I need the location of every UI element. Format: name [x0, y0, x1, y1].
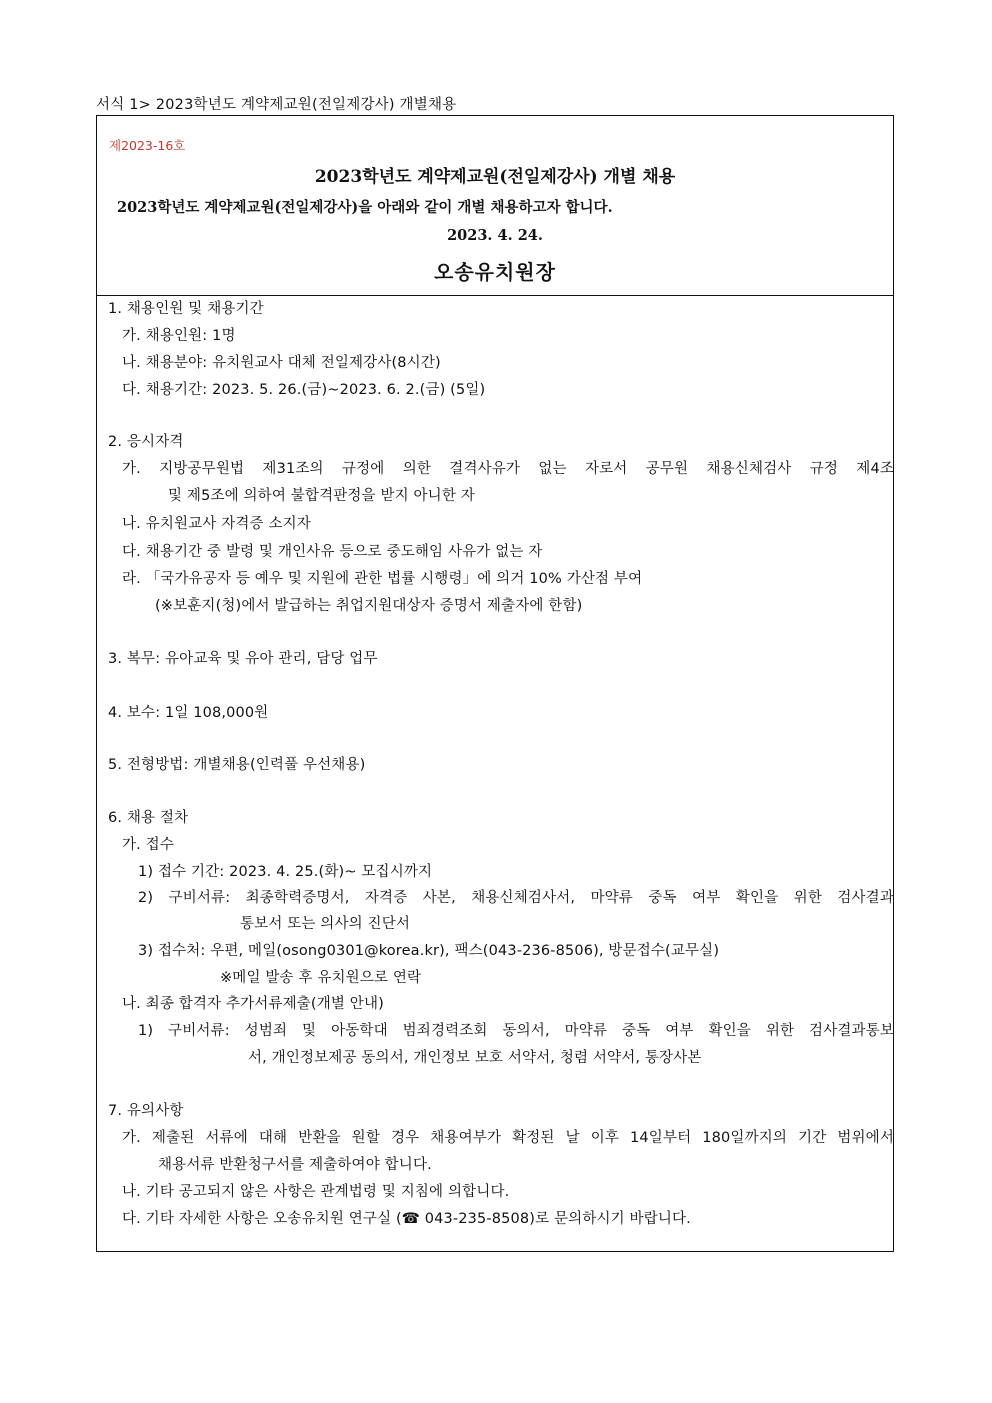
section-6-item-a3: 3) 접수처: 우편, 메일(osong0301@korea.kr), 팩스(043-236-8506), 방문접수(교무실) [138, 943, 720, 959]
section-1-item-a: 가. 채용인원: 1명 [122, 328, 236, 344]
section-6-item-a: 가. 접수 [122, 837, 174, 853]
section-1-item-b: 나. 채용분야: 유치원교사 대체 전일제강사(8시간) [122, 355, 441, 371]
section-6-item-a2-line2: 통보서 또는 의사의 진단서 [240, 916, 411, 932]
section-7-item-b: 나. 기타 공고되지 않은 사항은 관계법령 및 지침에 의합니다. [122, 1184, 510, 1200]
section-3: 3. 복무: 유아교육 및 유아 관리, 담당 업무 [108, 651, 378, 667]
section-6-heading: 6. 채용 절차 [108, 810, 189, 826]
notice-date: 2023. 4. 24. [447, 227, 543, 244]
section-2-item-b: 나. 유치원교사 자격증 소지자 [122, 516, 311, 532]
section-4: 4. 보수: 1일 108,000원 [108, 705, 269, 721]
issuer: 오송유치원장 [434, 260, 556, 284]
section-2-item-a-line2: 및 제5조에 의하여 불합격판정을 받지 아니한 자 [168, 488, 475, 504]
section-6-item-a2-line1: 2) 구비서류: 최종학력증명서, 자격증 사본, 채용신체검사서, 마약류 중독 여부 확인을 위한 검사결과 [138, 890, 894, 906]
section-2-heading: 2. 응시자격 [108, 434, 184, 450]
section-1-item-c: 다. 채용기간: 2023. 5. 26.(금)~2023. 6. 2.(금) (5일) [122, 382, 486, 398]
section-7-item-a-line1: 가. 제출된 서류에 대해 반환을 원할 경우 채용여부가 확정된 날 이후 14일부터 180일까지의 기간 범위에서 [122, 1130, 894, 1146]
section-5: 5. 전형방법: 개별채용(인력풀 우선채용) [108, 757, 366, 773]
notice-intro: 2023학년도 계약제교원(전일제강사)을 아래와 같이 개별 채용하고자 합니다. [117, 199, 613, 216]
section-6-item-a3-note: ※메일 발송 후 유치원으로 연락 [220, 970, 422, 986]
section-7-item-c: 다. 기타 자세한 사항은 오송유치원 연구실 (☎ 043-235-8508)로 문의하시기 바랍니다. [122, 1211, 691, 1227]
form-label: 서식 1> 2023학년도 계약제교원(전일제강사) 개별채용 [96, 97, 457, 113]
section-2-item-c: 다. 채용기간 중 발령 및 개인사유 등으로 중도해임 사유가 없는 자 [122, 544, 543, 560]
notice-title: 2023학년도 계약제교원(전일제강사) 개별 채용 [314, 167, 676, 187]
doc-number: 제2023-16호 [109, 138, 186, 153]
section-7-heading: 7. 유의사항 [108, 1103, 184, 1119]
section-2-item-a-line1: 가. 지방공무원법 제31조의 규정에 의한 결격사유가 없는 자로서 공무원 채용신체검사 규정 제4조 [122, 461, 894, 477]
section-7-item-a-line2: 채용서류 반환청구서를 제출하여야 합니다. [158, 1157, 432, 1173]
section-2-item-d-line1: 라. 「국가유공자 등 예우 및 지원에 관한 법률 시행령」에 의거 10% 가산점 부여 [122, 571, 643, 587]
section-6-item-a1: 1) 접수 기간: 2023. 4. 25.(화)~ 모집시까지 [138, 864, 433, 880]
section-6-item-b: 나. 최종 합격자 추가서류제출(개별 안내) [122, 996, 384, 1012]
notice-header [97, 116, 893, 296]
section-6-item-b1-line1: 1) 구비서류: 성범죄 및 아동학대 범죄경력조회 동의서, 마약류 중독 여부 확인을 위한 검사결과통보 [138, 1023, 894, 1039]
notice-frame [96, 115, 894, 1252]
section-6-item-b1-line2: 서, 개인정보제공 동의서, 개인정보 보호 서약서, 청렴 서약서, 통장사본 [248, 1050, 702, 1066]
section-1-heading: 1. 채용인원 및 채용기간 [108, 301, 264, 317]
section-2-item-d-line2: (※보훈지(청)에서 발급하는 취업지원대상자 증명서 제출자에 한함) [155, 598, 583, 614]
